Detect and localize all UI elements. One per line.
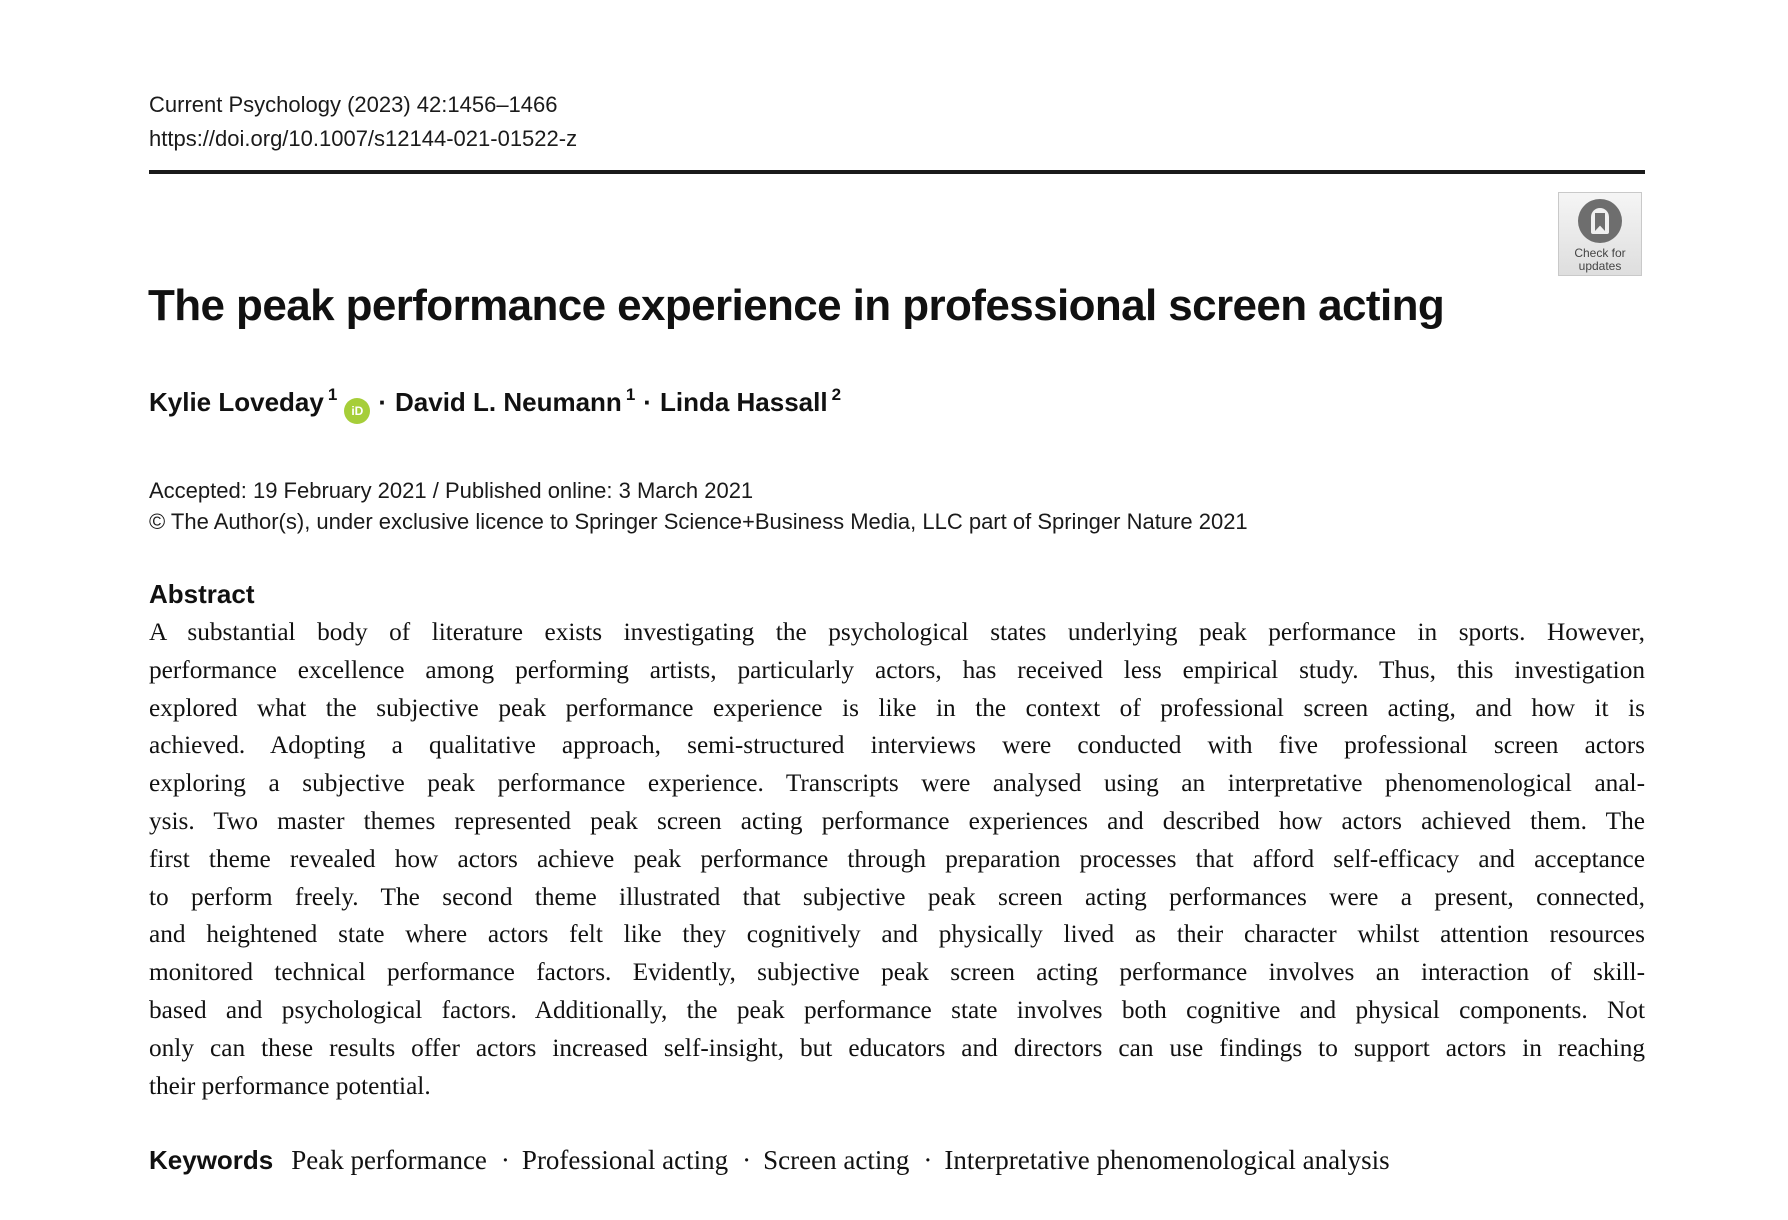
author-name[interactable]: David L. Neumann <box>395 387 622 417</box>
author-name[interactable]: Linda Hassall <box>659 387 828 417</box>
author-affiliation: 1 <box>327 385 338 404</box>
keyword-separator: · <box>923 1145 933 1175</box>
abstract-text <box>149 614 1645 1105</box>
abstract-line: achieved. Adopting a qualitative approach, semi-structured interviews were conducted with five professional screen actors <box>149 731 1645 760</box>
header-divider <box>149 170 1645 174</box>
abstract-line: performance excellence among performing artists, particularly actors, has received less empirical study. Thus, this investigation <box>149 655 1645 684</box>
abstract-line: monitored technical performance factors. Evidently, subjective peak screen acting performance involves an interaction of skill- <box>149 958 1645 987</box>
abstract-line: and heightened state where actors felt like they cognitively and physically lived as their character whilst attention resources <box>149 920 1645 949</box>
keyword-separator: · <box>500 1145 510 1175</box>
check-for-updates-button[interactable] <box>1558 192 1642 276</box>
abstract-line: exploring a subjective peak performance experience. Transcripts were analysed using an interpretative phenomenological anal- <box>149 769 1645 798</box>
journal-citation: Current Psychology (2023) 42:1456–1466 <box>149 92 558 117</box>
abstract-line: their performance potential. <box>149 1071 431 1100</box>
paper-title: The peak performance experience in professional screen acting <box>148 281 1445 330</box>
abstract-line: first theme revealed how actors achieve peak performance through preparation processes that afford self-efficacy and acceptance <box>149 844 1645 873</box>
orcid-icon[interactable]: iD <box>344 398 370 424</box>
keywords-label: Keywords <box>149 1145 274 1175</box>
keywords <box>149 1140 1390 1185</box>
abstract-heading: Abstract <box>149 579 255 609</box>
author-affiliation: 1 <box>625 385 636 404</box>
keyword-item[interactable]: Professional acting <box>521 1145 729 1175</box>
keyword-item[interactable]: Peak performance <box>291 1145 487 1175</box>
abstract-line: only can these results offer actors increased self-insight, but educators and directors can use findings to support actors in reaching <box>149 1033 1645 1062</box>
author-affiliation: 2 <box>831 385 842 404</box>
doi-link[interactable]: https://doi.org/10.1007/s12144-021-01522-z <box>149 126 578 151</box>
publication-info <box>149 475 1248 537</box>
keyword-item[interactable]: Interpretative phenomenological analysis <box>944 1145 1390 1175</box>
author-separator: · <box>643 387 652 417</box>
abstract-line: to perform freely. The second theme illustrated that subjective peak screen acting performances were a present, connected, <box>149 882 1645 911</box>
copyright-notice: © The Author(s), under exclusive licence to Springer Science+Business Media, LLC part of Springer Nature 2021 <box>149 509 1248 534</box>
keyword-item[interactable]: Screen acting <box>763 1145 910 1175</box>
author-list <box>149 382 841 424</box>
check-for-updates-label: Check for updates <box>1574 246 1626 273</box>
abstract-line: A substantial body of literature exists investigating the psychological states underlying peak performance in sports. However, <box>149 618 1645 646</box>
keyword-separator: · <box>742 1145 752 1175</box>
abstract-line: explored what the subjective peak performance experience is like in the context of professional screen acting, and how it is <box>149 693 1645 722</box>
author-name[interactable]: Kylie Loveday <box>149 387 324 417</box>
publication-dates: Accepted: 19 February 2021 / Published online: 3 March 2021 <box>149 478 754 503</box>
crossmark-icon <box>1578 199 1622 243</box>
author-separator: · <box>378 387 387 417</box>
abstract-line: ysis. Two master themes represented peak screen acting performance experiences and described how actors achieved them. The <box>149 806 1645 835</box>
journal-header <box>149 88 577 156</box>
abstract-line: based and psychological factors. Additionally, the peak performance state involves both cognitive and physical components. Not <box>149 995 1645 1024</box>
